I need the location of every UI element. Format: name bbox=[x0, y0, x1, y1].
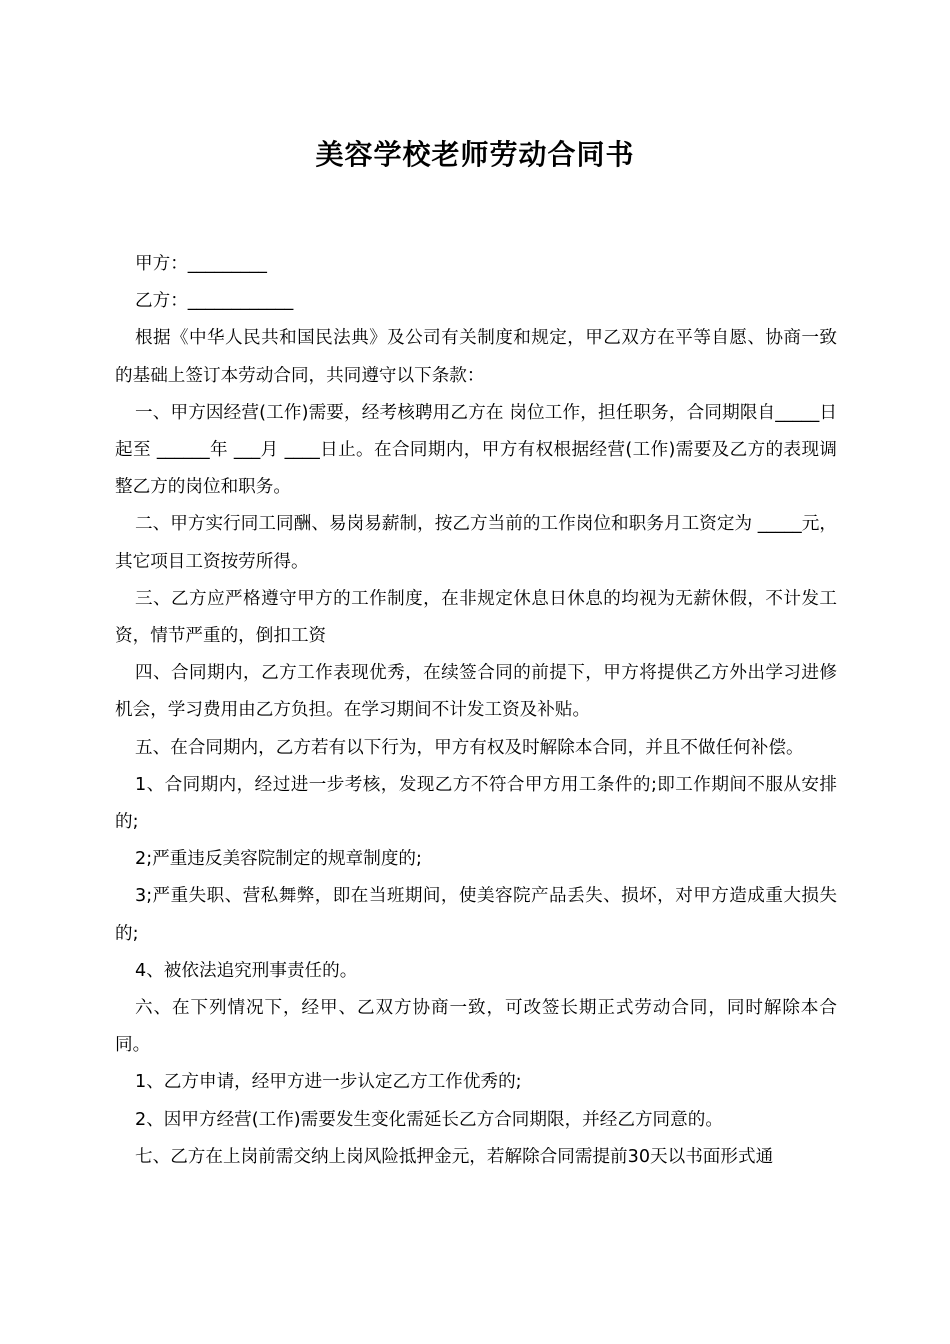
clause-5-item-1: 1、合同期内，经过进一步考核，发现乙方不符合甲方用工条件的;即工作期间不服从安排的; bbox=[115, 774, 837, 833]
clause-6: 六、在下列情况下，经甲、乙双方协商一致，可改签长期正式劳动合同，同时解除本合同。 bbox=[115, 998, 837, 1056]
clause-2: 二、甲方实行同工同酬、易岗易薪制，按乙方当前的工作岗位和职务月工资定为 _____元，其它项目工资按劳所得。 bbox=[115, 514, 837, 572]
clause-5-item-3: 3;严重失职、营私舞弊，即在当班期间，使美容院产品丢失、损坏，对甲方造成重大损失的; bbox=[115, 886, 837, 944]
document-body bbox=[115, 246, 837, 1176]
clause-1: 一、甲方因经营(工作)需要，经考核聘用乙方在 岗位工作，担任职务，合同期限自_____日起至 ______年 ___月 ____日止。在合同期内，甲方有权根据经营(工作)需要及乙方的表现调整乙方的岗位和职务。 bbox=[115, 402, 837, 498]
clause-3: 三、乙方应严格遵守甲方的工作制度，在非规定休息日休息的均视为无薪休假，不计发工资，情节严重的，倒扣工资 bbox=[115, 588, 837, 647]
clause-7: 七、乙方在上岗前需交纳上岗风险抵押金元，若解除合同需提前30天以书面形式通 bbox=[135, 1146, 774, 1167]
clause-6-item-1: 1、乙方申请，经甲方进一步认定乙方工作优秀的; bbox=[135, 1072, 522, 1093]
clause-5-item-2: 2;严重违反美容院制定的规章制度的; bbox=[135, 849, 422, 870]
party-a-line: 甲方：_________ bbox=[135, 254, 267, 274]
clause-5: 五、在合同期内，乙方若有以下行为，甲方有权及时解除本合同，并且不做任何补偿。 bbox=[135, 737, 804, 758]
preamble-paragraph: 根据《中华人民共和国民法典》及公司有关制度和规定，甲乙双方在平等自愿、协商一致的基础上签订本劳动合同，共同遵守以下条款： bbox=[115, 328, 837, 386]
clause-6-item-2: 2、因甲方经营(工作)需要发生变化需延长乙方合同期限，并经乙方同意的。 bbox=[135, 1109, 723, 1130]
clause-5-item-4: 4、被依法追究刑事责任的。 bbox=[135, 960, 358, 981]
party-b-line: 乙方：____________ bbox=[135, 291, 294, 312]
document-title: 美容学校老师劳动合同书 bbox=[315, 138, 635, 171]
clause-4: 四、合同期内，乙方工作表现优秀，在续签合同的前提下，甲方将提供乙方外出学习进修机会，学习费用由乙方负担。在学习期间不计发工资及补贴。 bbox=[115, 663, 837, 721]
